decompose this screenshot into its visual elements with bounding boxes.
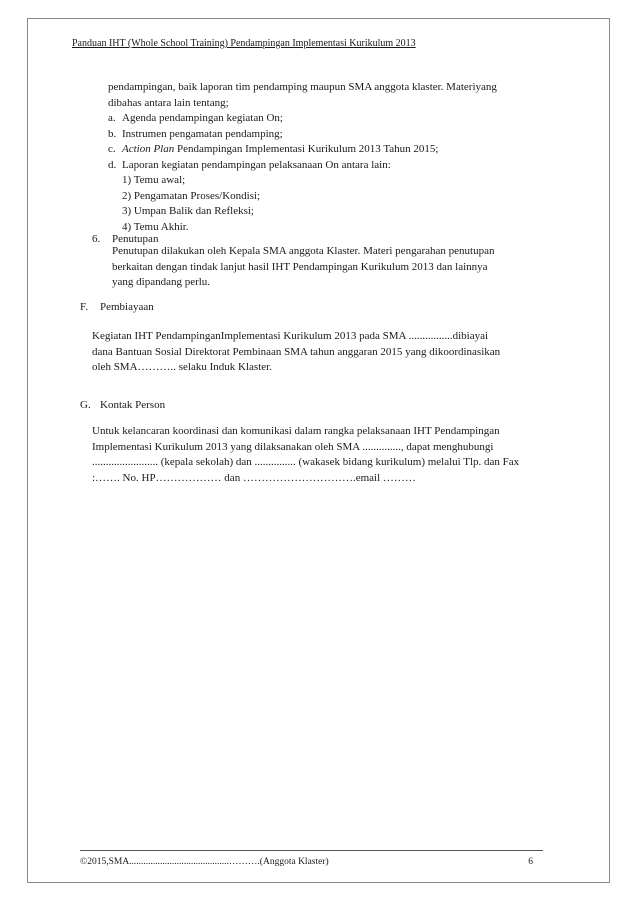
page-number: 6 <box>528 857 533 867</box>
sublist-item: 4) Temu Akhir. <box>122 220 189 233</box>
paragraph-line: pendampingan, baik laporan tim pendamping maupun SMA anggota klaster. Materiyang <box>108 81 497 93</box>
list-marker: c. <box>108 143 116 155</box>
paragraph-line: berkaitan dengan tindak lanjut hasil IHT Pendampingan Kurikulum 2013 dan lainnya <box>112 260 488 273</box>
sublist-item: 3) Umpan Balik dan Refleksi; <box>122 205 254 217</box>
paragraph-line: :……. No. HP……………… dan ………………………….email ……… <box>92 471 416 484</box>
list-marker: a. <box>108 112 116 124</box>
penutupan-paragraph <box>112 244 561 291</box>
list-item <box>108 127 561 143</box>
section-heading-pembiayaan <box>80 300 154 314</box>
sublist <box>108 173 561 235</box>
italic-term: Action Plan <box>122 143 175 155</box>
section-marker: G. <box>80 399 91 411</box>
paragraph-line: dibahas antara lain tentang; <box>108 96 229 109</box>
section-marker: F. <box>80 301 88 313</box>
list-item-text: Agenda pendampingan kegiatan On; <box>122 112 283 124</box>
list-item <box>108 111 561 127</box>
list-item-text: Instrumen pengamatan pendamping; <box>122 127 283 140</box>
list-marker: b. <box>108 127 117 140</box>
paragraph-line: Untuk kelancaran koordinasi dan komunikasi dalam rangka pelaksanaan IHT Pendampingan <box>92 425 500 437</box>
sublist-item: 2) Pengamatan Proses/Kondisi; <box>122 189 261 202</box>
kontak-paragraph <box>92 424 561 486</box>
paragraph-line: ........................ (kepala sekolah) dan ............... (wakasek bidang kurikulum) melalui Tlp. dan Fax <box>92 456 520 468</box>
footer-rule <box>80 850 543 851</box>
list-item <box>108 158 561 174</box>
list-item-text <box>122 142 438 158</box>
section-marker: 6. <box>92 233 101 245</box>
list-marker: d. <box>108 158 117 171</box>
list-item-text-rest: Pendampingan Implementasi Kurikulum 2013 Tahun 2015; <box>174 143 439 155</box>
section-title: Penutupan <box>112 233 159 245</box>
sublist-item: 1) Temu awal; <box>122 174 186 186</box>
footer-text: ©2015,SMA..........................................……….(Anggota Klaster) <box>80 857 329 867</box>
paragraph-line: Penutupan dilakukan oleh Kepala SMA anggota Klaster. Materi pengarahan penutupan <box>112 245 495 257</box>
page-footer <box>80 856 543 868</box>
list-item <box>108 142 561 158</box>
section-title: Kontak Person <box>100 399 166 411</box>
paragraph-line: Kegiatan IHT PendampinganImplementasi Kurikulum 2013 pada SMA ................dibiayai <box>92 330 489 342</box>
section-heading-kontak <box>80 398 165 412</box>
paragraph-line: oleh SMA……….. selaku Induk Klaster. <box>92 361 272 373</box>
paragraph-line: dana Bantuan Sosial Direktorat Pembinaan SMA tahun anggaran 2015 yang dikoordinasikan <box>92 345 501 358</box>
paragraph-line: Implementasi Kurikulum 2013 yang dilaksanakan oleh SMA .............., dapat menghubungi <box>92 440 494 453</box>
continuation-block <box>108 80 561 235</box>
page-header: Panduan IHT (Whole School Training) Pendampingan Implementasi Kurikulum 2013 <box>72 38 416 49</box>
list-item-text: Laporan kegiatan pendampingan pelaksanaan On antara lain: <box>122 158 391 171</box>
paragraph-line: yang dipandang perlu. <box>112 276 211 288</box>
pembiayaan-paragraph <box>92 329 561 376</box>
section-title: Pembiayaan <box>100 301 154 313</box>
